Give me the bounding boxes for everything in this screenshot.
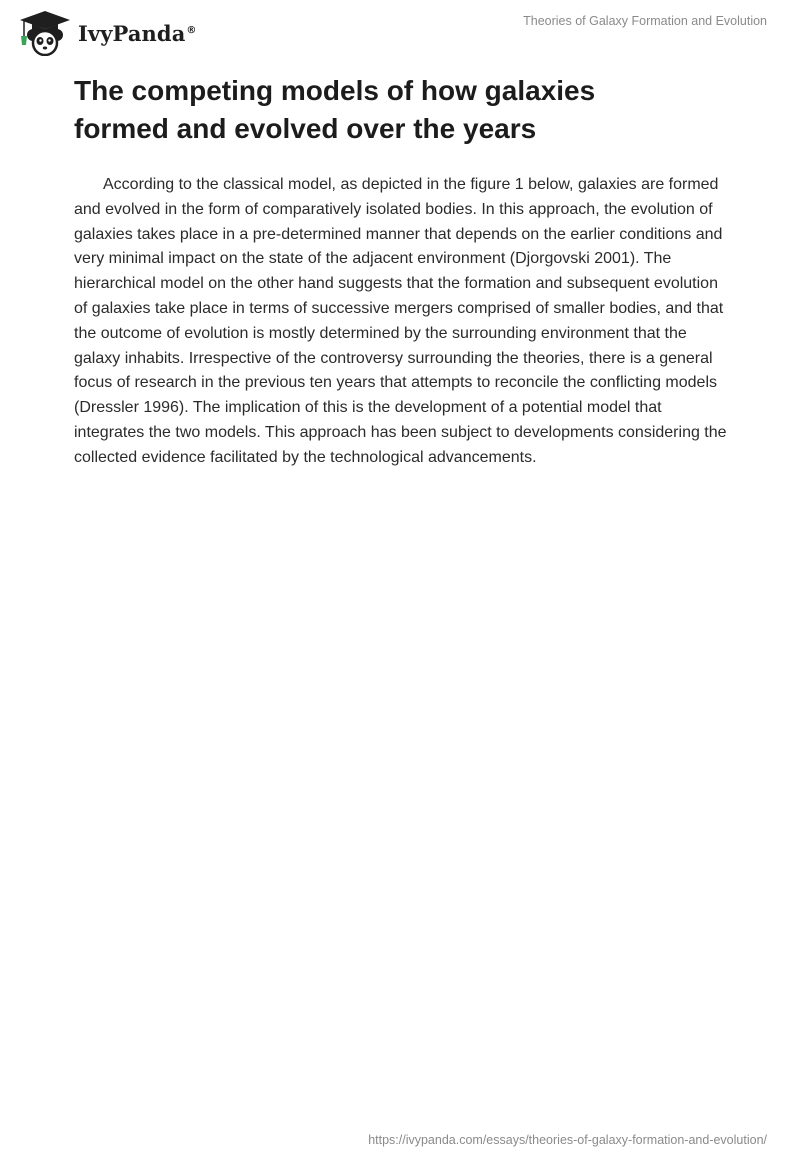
panda-graduation-cap-icon [14,8,76,56]
source-url-link[interactable]: https://ivypanda.com/essays/theories-of-galaxy-formation-and-evolution/ [368,1133,767,1147]
registered-mark: ® [186,24,197,36]
ivypanda-logo[interactable] [14,8,197,56]
page-header [0,0,800,60]
body-paragraph: According to the classical model, as depicted in the figure 1 below, galaxies are formed and evolved in the form of comparatively isolated bodies. In this approach, the evolution of galaxies takes place in a pre-determined manner that depends on the earlier conditions and very minimal impact on the state of the adjacent environment (Djorgovski 2001). The hierarchical model on the other hand suggests that the formation and subsequent evolution of galaxies take place in terms of successive mergers comprised of smaller bodies, and that the outcome of evolution is mostly determined by the surrounding environment that the galaxy inhabits. Irrespective of the controversy surrounding the theories, there is a general focus of research in the previous ten years that attempts to reconcile the conflicting models (Dressler 1996). The implication of this is the development of a potential model that integrates the two models. This approach has been subject to developments considering the collected evidence facilitated by the technological advancements. [74,176,727,466]
logo-text: IvyPanda [78,20,186,46]
section-heading: The competing models of how galaxies formed and evolved over the years [74,75,596,144]
document-title: Theories of Galaxy Formation and Evolution [523,14,767,28]
logo-wordmark [78,21,197,46]
